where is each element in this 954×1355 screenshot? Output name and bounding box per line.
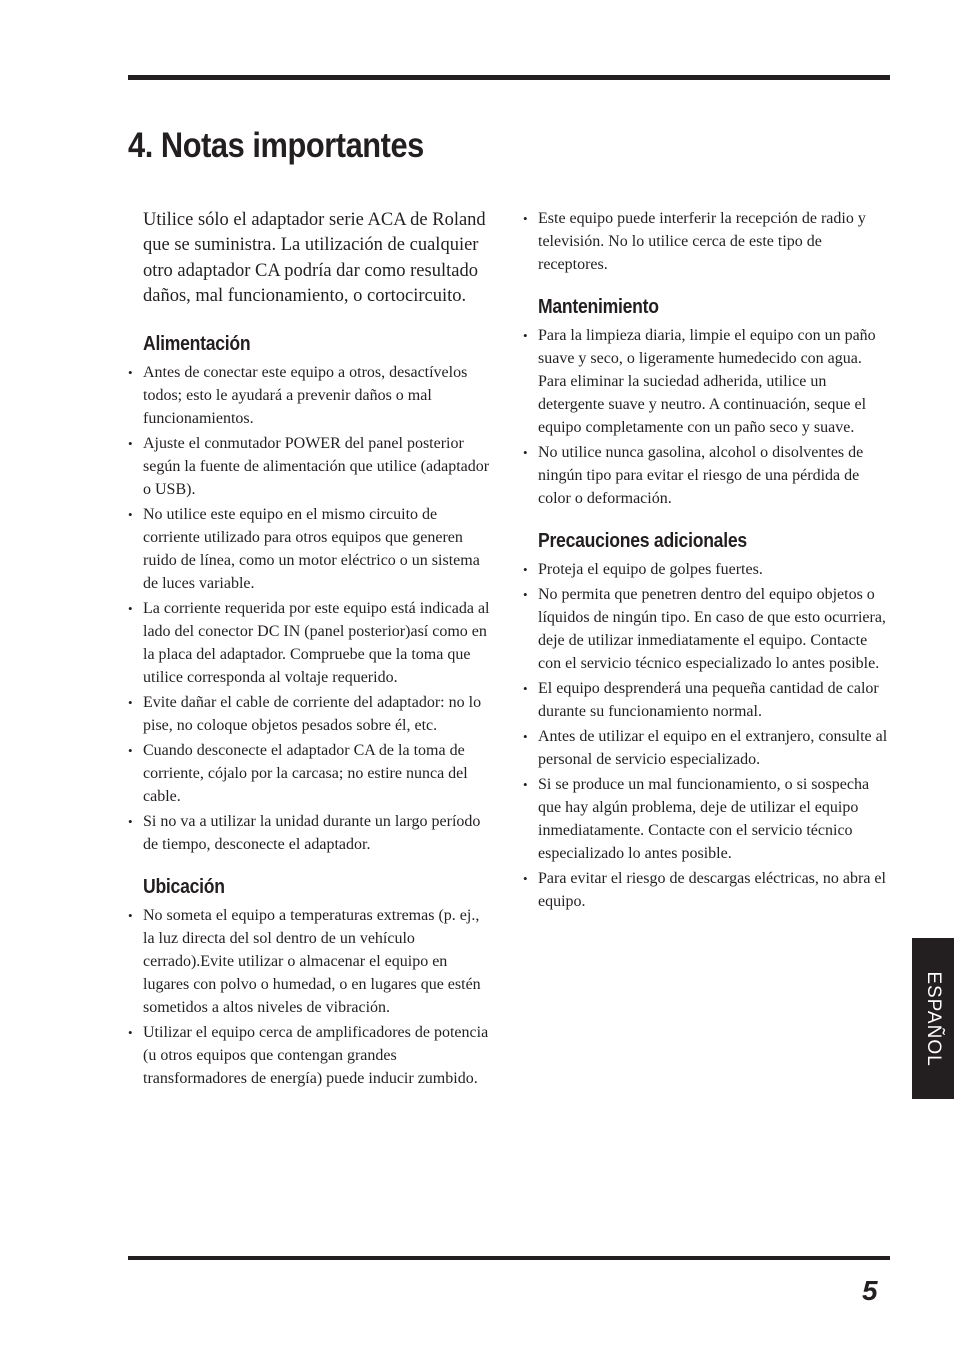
list-item: • Para evitar el riesgo de descargas eléctricas, no abra el equipo.: [523, 867, 888, 913]
list-item: • No utilice este equipo en el mismo circuito de corriente utilizado para otros equipos que generen ruido de línea, como un motor eléctrico o un sistema de luces variable.: [128, 503, 493, 595]
list-item: • La corriente requerida por este equipo está indicada al lado del conector DC IN (panel posterior)así como en la placa del adaptador. Compruebe que la toma que utilice corresponda al voltaje requerido.: [128, 597, 493, 689]
page-title: 4. Notas importantes: [128, 126, 424, 165]
list-item: • Utilizar el equipo cerca de amplificadores de potencia (u otros equipos que contengan grandes transformadores de energía) puede inducir zumbido.: [128, 1021, 493, 1090]
list-item: • Proteja el equipo de golpes fuertes.: [523, 558, 888, 581]
list-item: • No utilice nunca gasolina, alcohol o disolventes de ningún tipo para evitar el riesgo de una pérdida de color o deformación.: [523, 441, 888, 510]
list-item: • Ajuste el conmutador POWER del panel posterior según la fuente de alimentación que utilice (adaptador o USB).: [128, 432, 493, 501]
list-mantenimiento: [523, 324, 888, 510]
list-alimentacion: [128, 361, 493, 856]
list-item: • No someta el equipo a temperaturas extremas (p. ej., la luz directa del sol dentro de un vehículo cerrado).Evite utilizar o almacenar el equipo en lugares con polvo o humedad, o en lugares que estén sometidos a altos niveles de vibración.: [128, 904, 493, 1019]
right-column: [523, 207, 888, 931]
section-heading-alimentacion: Alimentación: [143, 333, 251, 356]
list-item: • Si no va a utilizar la unidad durante un largo período de tiempo, desconecte el adaptador.: [128, 810, 493, 856]
list-item: • Para la limpieza diaria, limpie el equipo con un paño suave y seco, o ligeramente humedecido con agua. Para eliminar la suciedad adherida, utilice un detergente suave y neutro. A continuación, seque el equipo completamente con un paño seco y suave.: [523, 324, 888, 439]
bottom-rule: [128, 1256, 890, 1260]
list-item: • El equipo desprenderá una pequeña cantidad de calor durante su funcionamiento normal.: [523, 677, 888, 723]
list-item: • Evite dañar el cable de corriente del adaptador: no lo pise, no coloque objetos pesados sobre él, etc.: [128, 691, 493, 737]
intro-paragraph: Utilice sólo el adaptador serie ACA de Roland que se suministra. La utilización de cualquier otro adaptador CA podría dar como resultado daños, mal funcionamiento, o cortocircuito.: [143, 210, 486, 306]
section-heading-ubicacion: Ubicación: [143, 876, 225, 899]
list-item: • Si se produce un mal funcionamiento, o si sospecha que hay algún problema, deje de utilizar el equipo inmediatamente. Contacte con el servicio técnico especializado lo antes posible.: [523, 773, 888, 865]
language-tab: [912, 938, 954, 1099]
section-heading-precauciones: Precauciones adicionales: [538, 530, 747, 552]
top-rule: [128, 75, 890, 80]
section-heading-mantenimiento: Mantenimiento: [538, 296, 659, 318]
list-item: • No permita que penetren dentro del equipo objetos o líquidos de ningún tipo. En caso de que esto ocurriera, deje de utilizar inmediatamente el equipo. Contacte con el servicio técnico especializado lo antes posible.: [523, 583, 888, 675]
list-item: • Antes de conectar este equipo a otros, desactívelos todos; esto le ayudará a prevenir daños o mal funcionamientos.: [128, 361, 493, 430]
list-ubicacion: [128, 904, 493, 1090]
list-ubicacion-continued: [523, 207, 888, 276]
list-precauciones: [523, 558, 888, 913]
page-number: 5: [862, 1275, 878, 1306]
language-tab-label: ESPAÑOL: [923, 970, 944, 1067]
list-item: • Antes de utilizar el equipo en el extranjero, consulte al personal de servicio especializado.: [523, 725, 888, 771]
list-item: • Cuando desconecte el adaptador CA de la toma de corriente, cójalo por la carcasa; no estire nunca del cable.: [128, 739, 493, 808]
list-item: • Este equipo puede interferir la recepción de radio y televisión. No lo utilice cerca de este tipo de receptores.: [523, 207, 888, 276]
left-column: [128, 208, 493, 1108]
